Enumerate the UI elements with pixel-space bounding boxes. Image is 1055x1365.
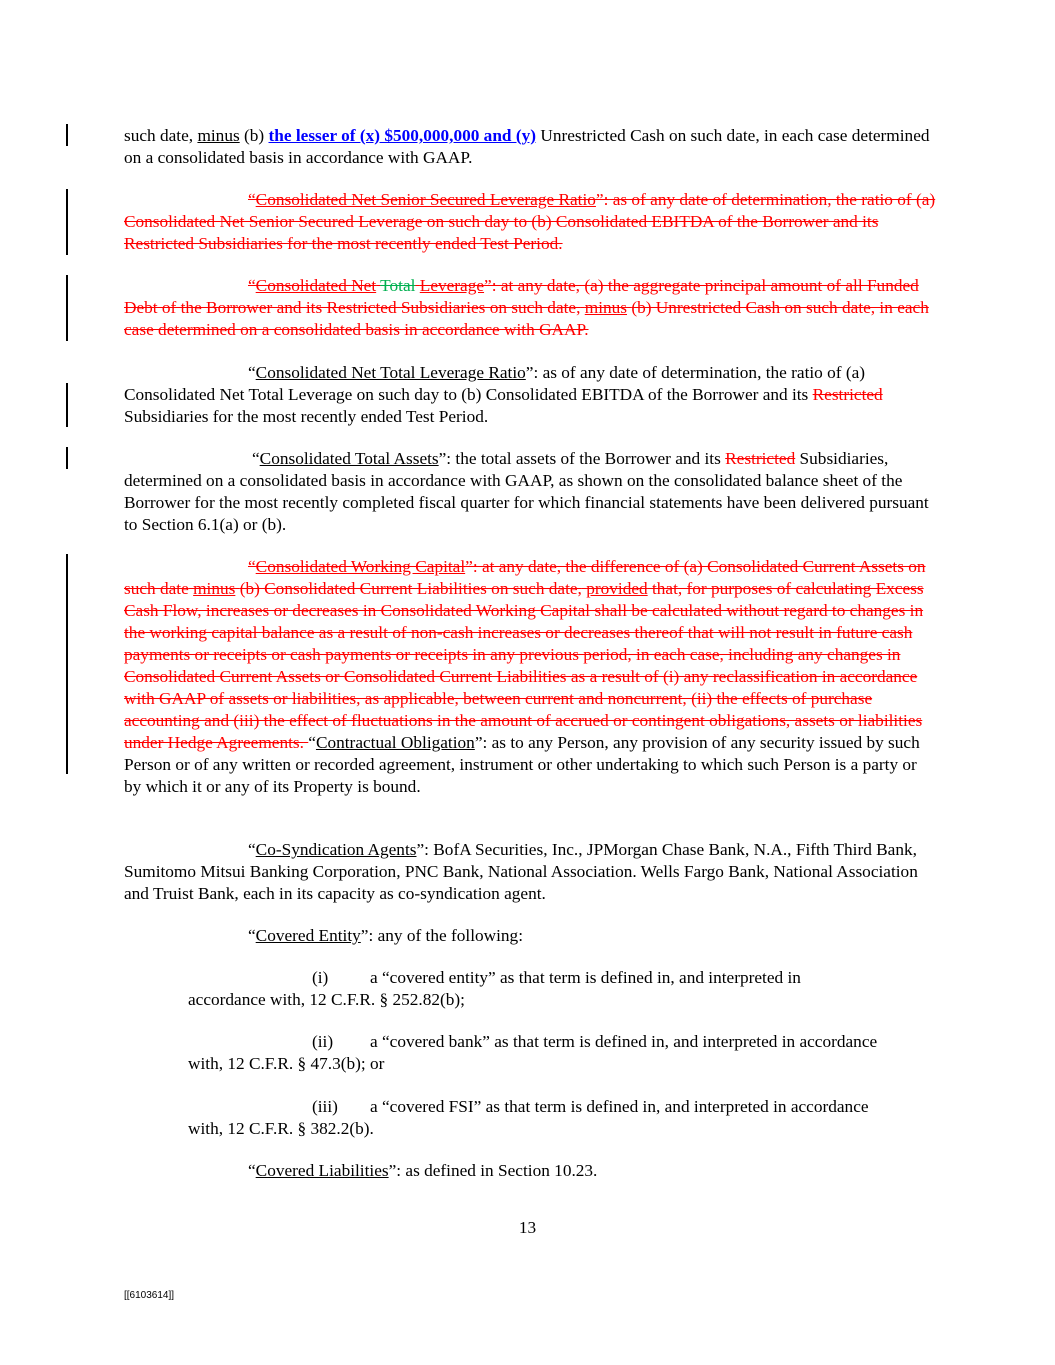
defined-term: Covered Entity bbox=[255, 926, 361, 945]
change-bar bbox=[66, 275, 68, 341]
list-item: (i) a “covered entity” as that term is defined in, and interpreted in accordance with, 12 C.F.R. § 252.82(b); bbox=[188, 968, 801, 1009]
list-item: (ii) a “covered bank” as that term is defined in, and interpreted in accordance with, 12 C.F.R. § 47.3(b); or bbox=[188, 1032, 878, 1073]
change-bar bbox=[66, 447, 68, 469]
inserted-text: the lesser of (x) $500,000,000 and (y) bbox=[268, 126, 537, 145]
defined-term: Consolidated Net Senior Secured Leverage Ratio bbox=[255, 190, 596, 209]
paragraph-covered-entity: “Covered Entity”: any of the following: bbox=[248, 926, 523, 945]
list-item: (iii) a “covered FSI” as that term is defined in, and interpreted in accordance with, 12 C.F.R. § 382.2(b). bbox=[188, 1097, 869, 1138]
change-bar bbox=[66, 554, 68, 774]
change-bar bbox=[66, 383, 68, 427]
paragraph-consolidated-total-assets: “Consolidated Total Assets”: the total assets of the Borrower and its Restricted Subsidiaries, determined on a consolidated basis in accordance with GAAP, as shown on the consolidated balance sheet of the Borrower for the most recently completed fiscal quarter for which financial statements have been delivered pursuant to Section 6.1(a) or (b). bbox=[124, 449, 929, 534]
defined-term: Consolidated Working Capital bbox=[255, 557, 466, 576]
defined-term: Co-Syndication Agents bbox=[255, 840, 417, 859]
paragraph-deleted-net-total-leverage: “Consolidated Net Total Leverage”: at any date, (a) the aggregate principal amount of all Funded Debt of the Borrower and its Restricted Subsidiaries on such date, minus (b) Unrestricted Cash on such date, in each case determined on a consolidated basis in accordance with GAAP. bbox=[124, 276, 929, 339]
defined-term: Covered Liabilities bbox=[255, 1161, 389, 1180]
paragraph-deleted-senior-secured-ratio: “Consolidated Net Senior Secured Leverage Ratio”: as of any date of determination, the ratio of (a) Consolidated Net Senior Secured Leverage on such day to (b) Consolidated EBITDA of the Borrower and its Restricted Subsidiaries for the most recently ended Test Period. bbox=[124, 190, 936, 253]
paragraph-net-leverage-continuation: such date, minus (b) the lesser of (x) $500,000,000 and (y) Unrestricted Cash on such date, in each case determined on a consolidated basis in accordance with GAAP. bbox=[124, 126, 930, 167]
paragraph-co-syndication-agents: “Co-Syndication Agents”: BofA Securities, Inc., JPMorgan Chase Bank, N.A., Fifth Third Bank, Sumitomo Mitsui Banking Corporation, PNC Bank, National Association. Wells Fargo Bank, National Association and Truist Bank, each in its capacity as co-syndication agent. bbox=[124, 840, 918, 903]
change-bar bbox=[66, 124, 68, 146]
paragraph-covered-liabilities: “Covered Liabilities”: as defined in Section 10.23. bbox=[248, 1161, 598, 1180]
change-bar bbox=[66, 189, 68, 255]
document-id: [[6103614]] bbox=[124, 1290, 175, 1301]
defined-term: Consolidated Total Assets bbox=[259, 449, 439, 468]
defined-term: Consolidated Net Total Leverage Ratio bbox=[255, 363, 526, 382]
defined-term: Contractual Obligation bbox=[315, 733, 475, 752]
paragraph-working-capital-and-contractual-obligation: “Consolidated Working Capital”: at any date, the difference of (a) Consolidated Current Assets on such date minus (b) Consolidated Current Liabilities on such date, provided that, for purposes of calculating Excess Cash Flow, increases or decreases in Consolidated Working Capital shall be calculated without regard to changes in the working capital balance as a result of non-cash increases or decreases thereof that will not result in future cash payments or receipts or cash payments or receipts in any previous period, in each case, including any changes in Consolidated Current Assets or Consolidated Current Liabilities as a result of (i) any reclassification in accordance with GAAP of assets or liabilities, as applicable, between current and noncurrent, (ii) the effects of purchase accounting and (iii) the effect of fluctuations in the amount of accrued or contingent obligations, assets or liabilities under Hedge Agreements. “Contractual Obligation”: as to any Person, any provision of any security issued by such Person or of any written or recorded agreement, instrument or other undertaking to which such Person is a party or by which it or any of its Property is bound. bbox=[124, 557, 926, 796]
paragraph-net-total-leverage-ratio: “Consolidated Net Total Leverage Ratio”: as of any date of determination, the ratio of (a) Consolidated Net Total Leverage on such day to (b) Consolidated EBITDA of the Borrower and its Restricted Subsidiaries for the most recently ended Test Period. bbox=[124, 363, 883, 426]
page-number: 13 bbox=[518, 1218, 537, 1237]
